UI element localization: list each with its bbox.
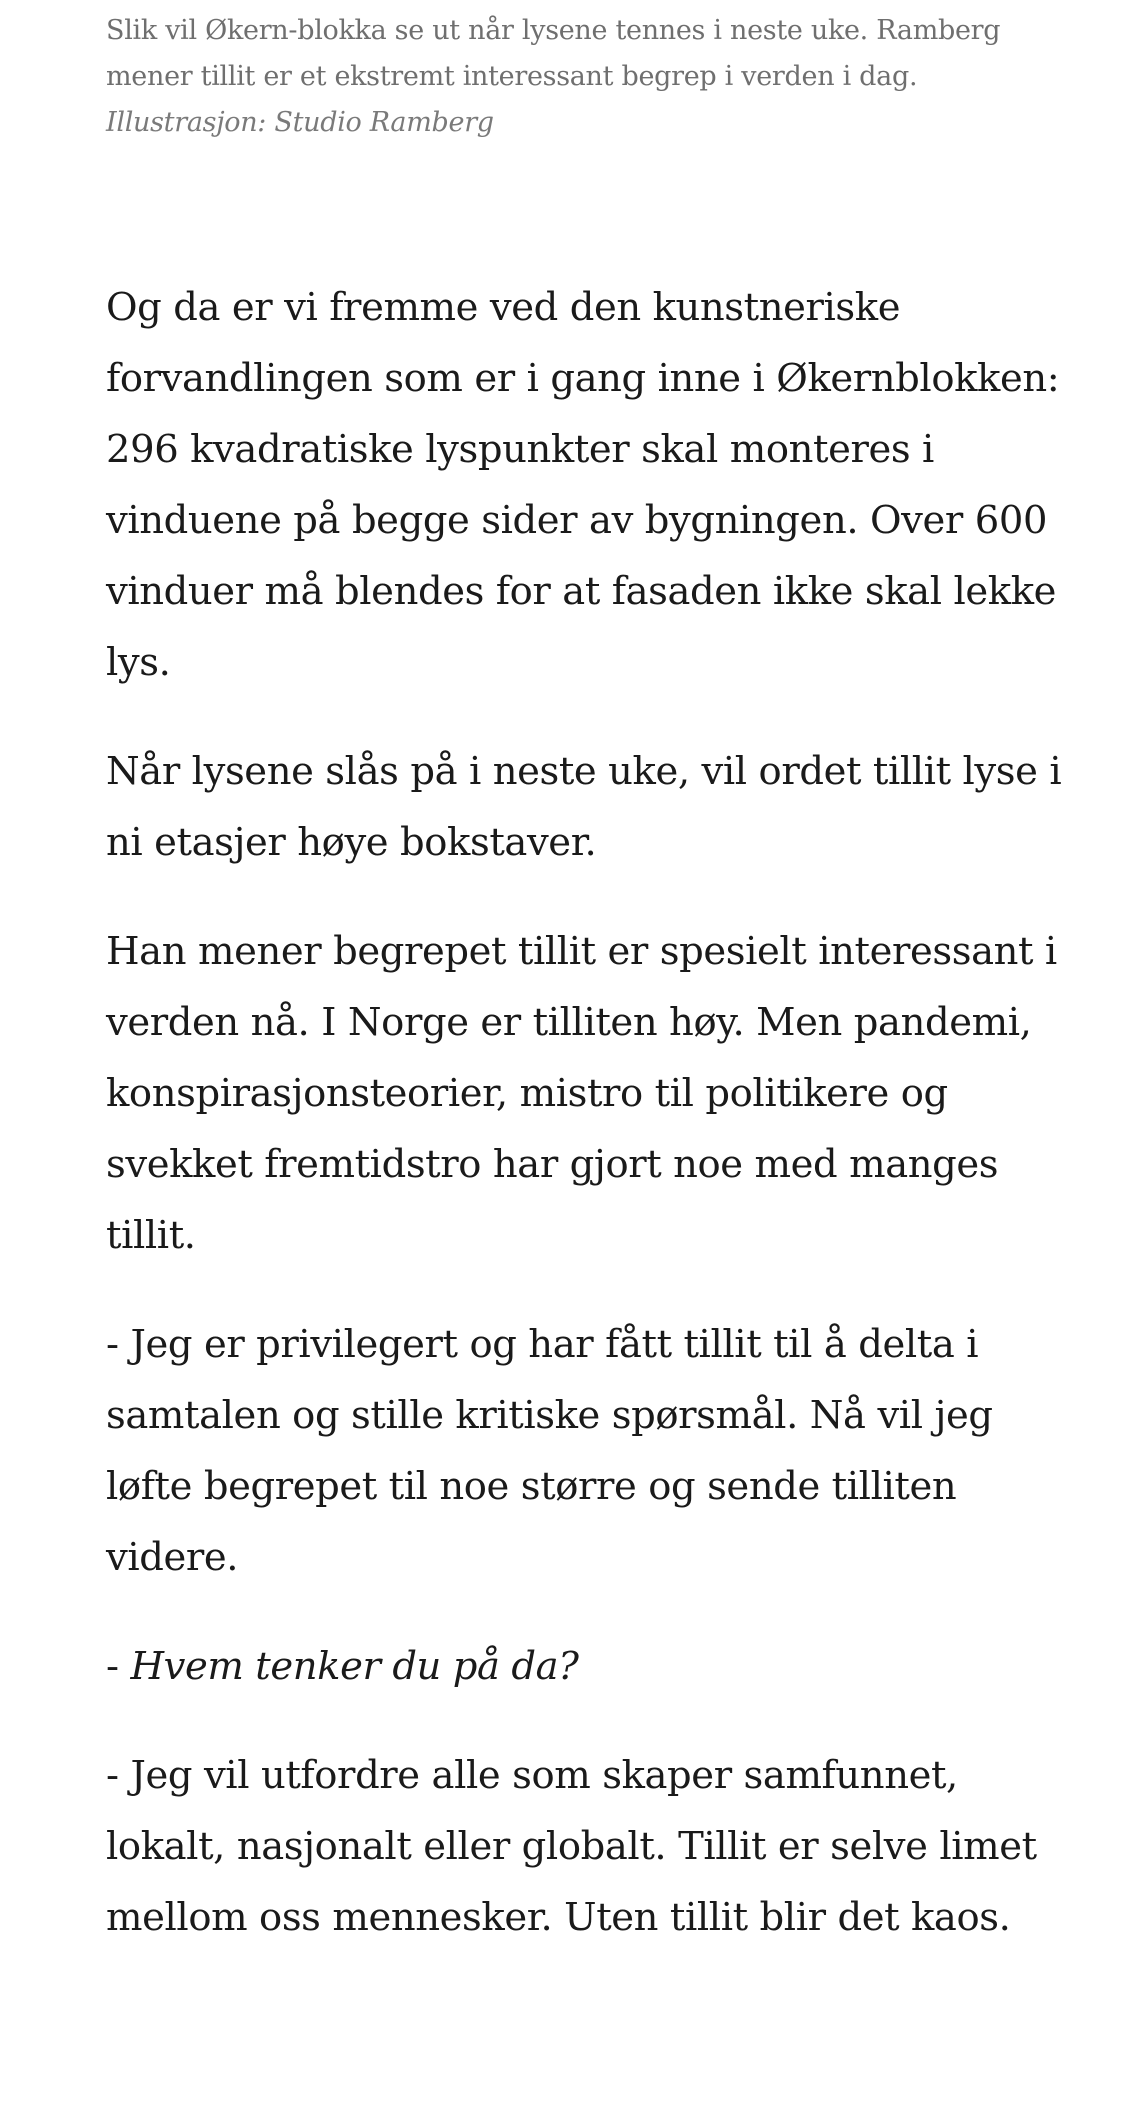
article xyxy=(106,0,1066,1940)
paragraph-3: Han mener begrepet tillit er spesielt interessant i verden nå. I Norge er tilliten høy. Men pandemi, konspirasjonsteorier, mistro til politikere og svekket fremtidstro har gjort noe med manges tillit. xyxy=(106,929,1057,1258)
caption-credit: Illustrasjon: Studio Ramberg xyxy=(106,107,494,138)
paragraph-2: Når lysene slås på i neste uke, vil ordet tillit lyse i ni etasjer høye bokstaver. xyxy=(106,749,1062,865)
paragraph-final: - Jeg vil utfordre alle som skaper samfunnet, lokalt, nasjonalt eller globalt. Tillit er selve limet mellom oss mennesker. Uten tillit blir det kaos. xyxy=(106,1753,1037,1940)
article-body xyxy=(106,272,1066,1991)
question-text: Hvem tenker du på da? xyxy=(130,1644,579,1689)
image-caption xyxy=(106,0,1066,146)
paragraph-1: Og da er vi fremme ved den kunstneriske forvandlingen som er i gang inne i Økernblokken: 296 kvadratiske lyspunkter skal monteres i vinduene på begge sider av bygningen. Over 600 vinduer må blendes for at fasaden ikke skal lekke lys. xyxy=(106,285,1060,685)
paragraph-4: - Jeg er privilegert og har fått tillit til å delta i samtalen og stille kritiske spørsmål. Nå vil jeg løfte begrepet til noe større og sende tilliten videre. xyxy=(106,1322,993,1580)
caption-text: Slik vil Økern-blokka se ut når lysene tennes i neste uke. Ramberg mener tillit er et ekstremt interessant begrep i verden i dag. xyxy=(106,15,1001,92)
interview-question xyxy=(106,1631,1066,1702)
question-dash: - xyxy=(106,1644,131,1689)
